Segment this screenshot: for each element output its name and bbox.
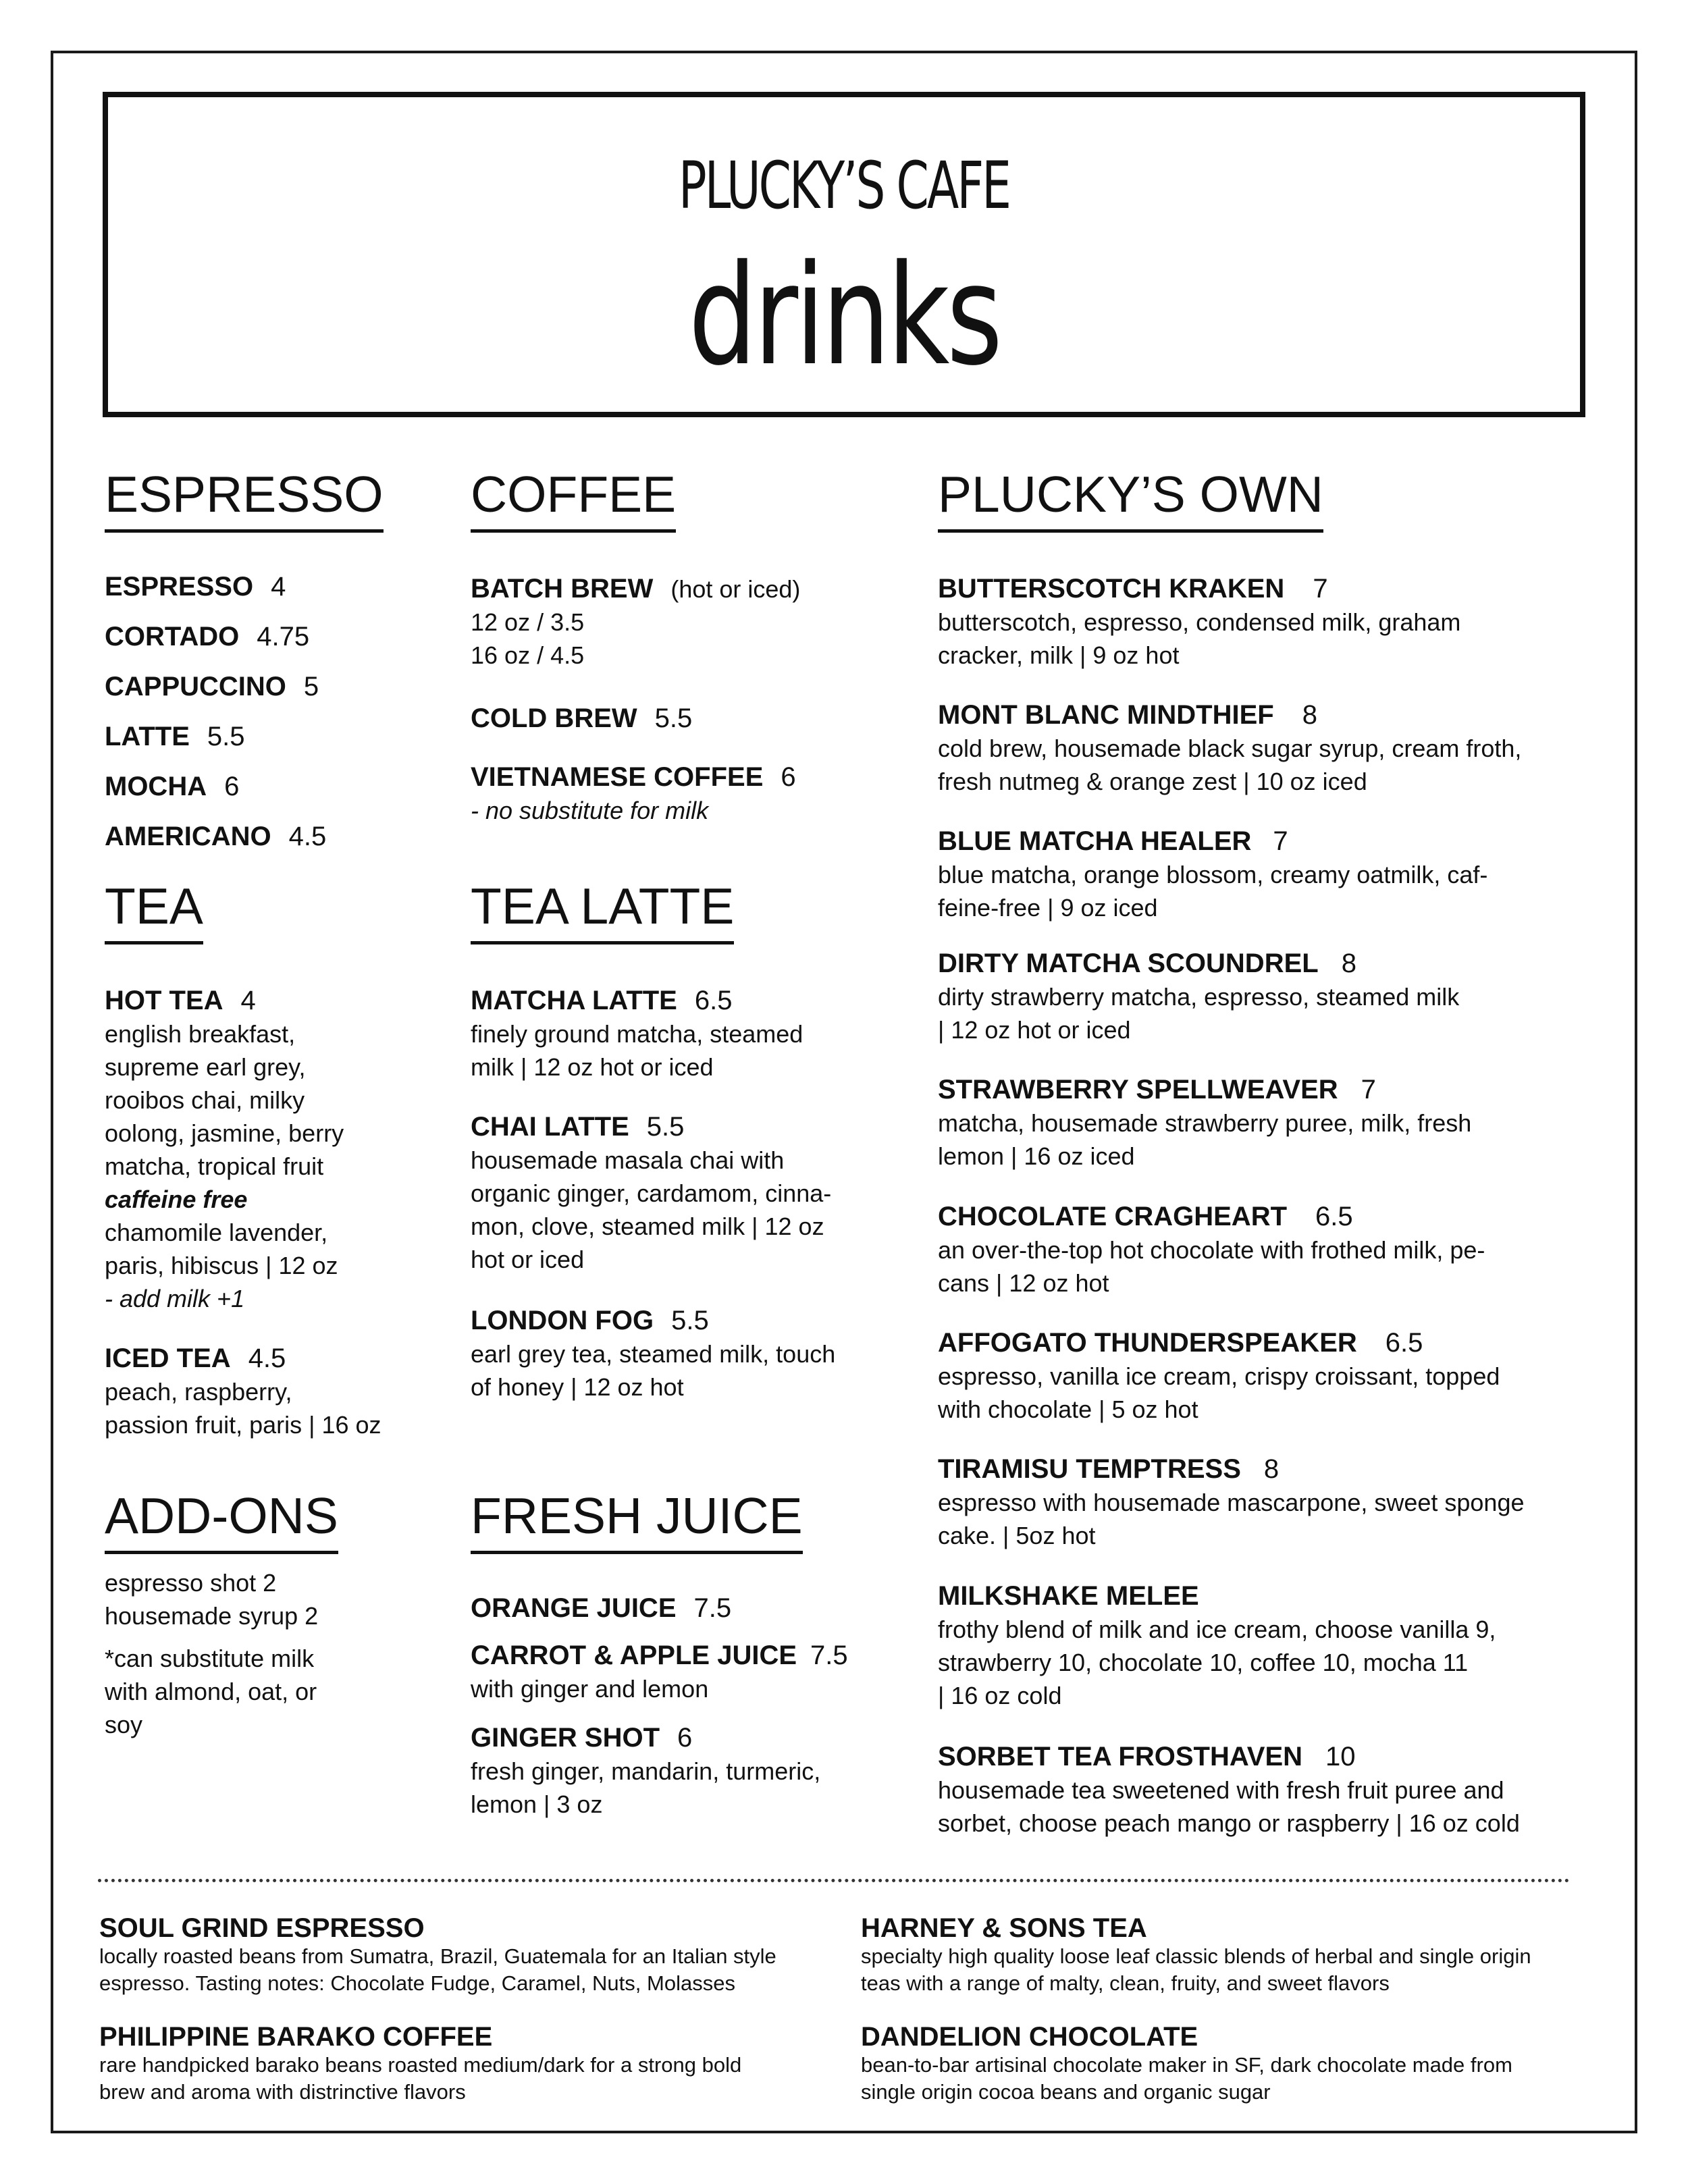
cold-brew xyxy=(471,702,876,735)
brand-desc: locally roasted beans from Sumatra, Brazil, Guatemala for an Italian style xyxy=(99,1944,776,1968)
item-desc: supreme earl grey, xyxy=(105,1053,306,1081)
item-desc: cracker, milk | 9 oz hot xyxy=(938,641,1180,669)
item-desc: lemon | 16 oz iced xyxy=(938,1142,1135,1170)
item-note: - add milk +1 xyxy=(105,1285,245,1312)
item-price: 4.5 xyxy=(288,822,327,851)
item-price: 8 xyxy=(1302,700,1317,730)
brand-desc: brew and aroma with distrinctive flavors xyxy=(99,2080,466,2104)
item-price: 7 xyxy=(1313,574,1328,604)
item-desc: feine-free | 9 oz iced xyxy=(938,894,1158,922)
addons-list xyxy=(105,1566,415,1741)
london-fog xyxy=(471,1304,876,1404)
item-desc: milk | 12 oz hot or iced xyxy=(471,1053,714,1081)
brand-name: HARNEY & SONS TEA xyxy=(861,1913,1147,1943)
item-desc: matcha, tropical fruit xyxy=(105,1152,324,1180)
menu-item xyxy=(938,699,1586,732)
item-desc: matcha, housemade strawberry puree, milk, fresh xyxy=(938,1109,1472,1137)
item-desc: with chocolate | 5 oz hot xyxy=(938,1395,1198,1423)
item-desc: frothy blend of milk and ice cream, choose vanilla 9, xyxy=(938,1616,1496,1643)
item-name: DIRTY MATCHA SCOUNDREL xyxy=(938,949,1319,978)
item-desc: cake. | 5oz hot xyxy=(938,1522,1096,1549)
orange-juice xyxy=(471,1592,876,1625)
brand-name: PHILIPPINE BARAKO COFFEE xyxy=(99,2022,493,2052)
item-desc: blue matcha, orange blossom, creamy oatmilk, caf- xyxy=(938,861,1488,888)
menu-item xyxy=(471,702,876,735)
item-desc: paris, hibiscus | 12 oz xyxy=(105,1252,338,1279)
brand-barako xyxy=(99,2022,741,2106)
item-desc: fresh nutmeg & orange zest | 10 oz iced xyxy=(938,768,1367,795)
item-desc: an over-the-top hot chocolate with frothed milk, pe- xyxy=(938,1236,1485,1264)
item-price: 6.5 xyxy=(1385,1328,1423,1358)
addon-item: espresso shot 2 xyxy=(105,1569,277,1597)
item-price: 7 xyxy=(1273,826,1288,856)
item-price: 7.5 xyxy=(693,1593,732,1623)
menu-item xyxy=(105,984,415,1017)
menu-item xyxy=(471,572,876,606)
brand-name: DANDELION CHOCOLATE xyxy=(861,2022,1198,2052)
signature-item xyxy=(938,1073,1586,1173)
item-desc: mon, clove, steamed milk | 12 oz xyxy=(471,1213,824,1240)
signature-item xyxy=(938,825,1586,924)
brand-desc: single origin cocoa beans and organic sugar xyxy=(861,2080,1271,2104)
item-desc: english breakfast, xyxy=(105,1020,296,1048)
carrot-apple-juice xyxy=(471,1639,876,1705)
item-name: HOT TEA xyxy=(105,986,223,1015)
item-price: 7.5 xyxy=(810,1641,848,1670)
item-name: MILKSHAKE MELEE xyxy=(938,1581,1199,1611)
item-name: CORTADO xyxy=(105,622,240,651)
menu-item xyxy=(938,1580,1586,1613)
item-note: - no substitute for milk xyxy=(471,797,709,824)
item-desc: hot or iced xyxy=(471,1246,585,1273)
ginger-shot xyxy=(471,1722,876,1821)
signature-item xyxy=(938,572,1586,672)
addon-note: *can substitute milk xyxy=(105,1645,315,1672)
brand-harney-sons xyxy=(861,1913,1531,1997)
item-desc: strawberry 10, chocolate 10, coffee 10, mocha 11 xyxy=(938,1649,1469,1676)
item-desc: | 12 oz hot or iced xyxy=(938,1016,1131,1044)
menu-item xyxy=(105,612,415,662)
brand-dandelion xyxy=(861,2022,1512,2106)
menu-item xyxy=(938,1740,1586,1774)
item-name: STRAWBERRY SPELLWEAVER xyxy=(938,1075,1338,1104)
section-title-tea: TEA xyxy=(105,881,203,944)
item-price: 5.5 xyxy=(207,722,245,751)
iced-tea xyxy=(105,1342,415,1441)
item-size: 12 oz / 3.5 xyxy=(471,608,585,636)
menu-item xyxy=(938,1327,1586,1360)
item-price: 5.5 xyxy=(671,1306,709,1335)
item-desc: earl grey tea, steamed milk, touch xyxy=(471,1340,836,1368)
signature-item xyxy=(938,1580,1586,1712)
item-desc: butterscotch, espresso, condensed milk, graham xyxy=(938,608,1461,636)
item-desc: fresh ginger, mandarin, turmeric, xyxy=(471,1757,821,1785)
item-desc: | 16 oz cold xyxy=(938,1682,1062,1709)
section-title-pluckys-own: PLUCKY’S OWN xyxy=(938,469,1323,533)
addon-note: soy xyxy=(105,1711,143,1738)
item-price: 4.75 xyxy=(257,622,310,651)
menu-item xyxy=(471,761,876,794)
item-desc: cold brew, housemade black sugar syrup, cream froth, xyxy=(938,735,1522,762)
item-qualifier: (hot or iced) xyxy=(670,575,801,603)
item-name: VIETNAMESE COFFEE xyxy=(471,762,764,792)
item-name: LATTE xyxy=(105,722,190,751)
item-price: 4 xyxy=(271,572,286,602)
item-desc: housemade tea sweetened with fresh fruit puree and xyxy=(938,1776,1504,1804)
caffeine-free-label: caffeine free xyxy=(105,1186,248,1213)
item-name: SORBET TEA FROSTHAVEN xyxy=(938,1742,1303,1772)
brand-desc: specialty high quality loose leaf classic blends of herbal and single origin xyxy=(861,1944,1531,1968)
signature-item xyxy=(938,1327,1586,1426)
item-name: CAPPUCCINO xyxy=(105,672,286,701)
brand-name: SOUL GRIND ESPRESSO xyxy=(99,1913,425,1943)
section-title-espresso: ESPRESSO xyxy=(105,469,384,533)
hot-tea xyxy=(105,984,415,1315)
vietnamese-coffee xyxy=(471,761,876,827)
item-price: 6 xyxy=(224,772,240,801)
item-desc: espresso with housemade mascarpone, sweet sponge xyxy=(938,1489,1525,1516)
item-name: LONDON FOG xyxy=(471,1306,654,1335)
menu-item xyxy=(105,762,415,811)
item-name: CARROT & APPLE JUICE xyxy=(471,1641,797,1670)
item-desc: oolong, jasmine, berry xyxy=(105,1119,344,1147)
item-desc: of honey | 12 oz hot xyxy=(471,1373,684,1401)
item-name: MATCHA LATTE xyxy=(471,986,677,1015)
matcha-latte xyxy=(471,984,876,1084)
signature-item xyxy=(938,1200,1586,1300)
item-price: 5.5 xyxy=(646,1112,685,1142)
item-desc: passion fruit, paris | 16 oz xyxy=(105,1411,381,1439)
item-name: CHOCOLATE CRAGHEART xyxy=(938,1202,1288,1231)
menu-item xyxy=(105,562,415,612)
menu-item xyxy=(938,1200,1586,1233)
espresso-list xyxy=(105,562,415,861)
item-price: 5.5 xyxy=(654,703,693,733)
menu-item xyxy=(938,825,1586,858)
dotted-divider xyxy=(98,1879,1570,1882)
cafe-name: PLUCKY’S CAFE xyxy=(678,148,1010,223)
item-desc: rooibos chai, milky xyxy=(105,1086,305,1114)
item-desc: dirty strawberry matcha, espresso, steamed milk xyxy=(938,983,1460,1011)
item-name: MONT BLANC MINDTHIEF xyxy=(938,700,1274,730)
menu-item xyxy=(938,572,1586,606)
brand-desc: bean-to-bar artisinal chocolate maker in SF, dark chocolate made from xyxy=(861,2053,1512,2077)
signature-item xyxy=(938,1740,1586,1840)
item-price: 10 xyxy=(1325,1742,1356,1772)
item-name: CHAI LATTE xyxy=(471,1112,629,1142)
item-name: ESPRESSO xyxy=(105,572,254,602)
menu-item xyxy=(105,662,415,712)
item-desc: peach, raspberry, xyxy=(105,1378,292,1406)
item-name: TIRAMISU TEMPTRESS xyxy=(938,1454,1241,1484)
menu-item xyxy=(938,947,1586,980)
brand-desc: rare handpicked barako beans roasted medium/dark for a strong bold xyxy=(99,2053,742,2077)
item-desc: lemon | 3 oz xyxy=(471,1790,603,1818)
item-price: 4.5 xyxy=(248,1343,286,1373)
section-title-coffee: COFFEE xyxy=(471,469,676,533)
item-desc: chamomile lavender, xyxy=(105,1219,328,1246)
menu-item xyxy=(471,1111,876,1144)
item-name: BUTTERSCOTCH KRAKEN xyxy=(938,574,1285,604)
section-title-addons: ADD-ONS xyxy=(105,1491,338,1554)
item-desc: with ginger and lemon xyxy=(471,1675,709,1703)
item-name: BLUE MATCHA HEALER xyxy=(938,826,1252,856)
menu-item xyxy=(105,712,415,762)
signature-item xyxy=(938,947,1586,1046)
item-price: 6 xyxy=(677,1723,693,1753)
brand-desc: espresso. Tasting notes: Chocolate Fudge, Caramel, Nuts, Molasses xyxy=(99,1971,735,1995)
chai-latte xyxy=(471,1111,876,1276)
item-name: AFFOGATO THUNDERSPEAKER xyxy=(938,1328,1357,1358)
item-name: ORANGE JUICE xyxy=(471,1593,677,1623)
addon-item: housemade syrup 2 xyxy=(105,1602,319,1630)
item-desc: housemade masala chai with xyxy=(471,1146,785,1174)
menu-item xyxy=(471,1304,876,1337)
menu-item xyxy=(471,984,876,1017)
addon-note: with almond, oat, or xyxy=(105,1678,317,1705)
batch-brew xyxy=(471,572,876,672)
item-name: ICED TEA xyxy=(105,1343,231,1373)
brand-soul-grind xyxy=(99,1913,776,1997)
section-title-fresh-juice: FRESH JUICE xyxy=(471,1491,803,1554)
item-price: 5 xyxy=(303,672,319,701)
menu-item xyxy=(938,1453,1586,1486)
item-price: 8 xyxy=(1341,949,1356,978)
signature-item xyxy=(938,699,1586,798)
signature-item xyxy=(938,1453,1586,1552)
item-price: 6 xyxy=(781,762,796,792)
menu-item xyxy=(471,1722,876,1755)
item-size: 16 oz / 4.5 xyxy=(471,641,585,669)
item-price: 7 xyxy=(1361,1075,1376,1104)
menu-title: drinks xyxy=(688,236,1000,396)
item-price: 6.5 xyxy=(1315,1202,1353,1231)
menu-item xyxy=(471,1639,876,1672)
menu-item xyxy=(105,1342,415,1375)
section-title-tea-latte: TEA LATTE xyxy=(471,881,734,944)
menu-item xyxy=(471,1592,876,1625)
item-desc: sorbet, choose peach mango or raspberry | 16 oz cold xyxy=(938,1809,1520,1837)
item-name: BATCH BREW xyxy=(471,574,654,604)
item-price: 6.5 xyxy=(694,986,733,1015)
item-desc: cans | 12 oz hot xyxy=(938,1269,1109,1297)
brand-desc: teas with a range of malty, clean, fruity, and sweet flavors xyxy=(861,1971,1390,1995)
item-name: AMERICANO xyxy=(105,822,271,851)
item-desc: finely ground matcha, steamed xyxy=(471,1020,803,1048)
item-desc: organic ginger, cardamom, cinna- xyxy=(471,1179,832,1207)
menu-item xyxy=(938,1073,1586,1107)
item-name: COLD BREW xyxy=(471,703,637,733)
item-name: MOCHA xyxy=(105,772,207,801)
menu-item xyxy=(105,811,415,861)
item-desc: espresso, vanilla ice cream, crispy croissant, topped xyxy=(938,1362,1500,1390)
item-price: 8 xyxy=(1263,1454,1280,1484)
item-name: GINGER SHOT xyxy=(471,1723,660,1753)
menu-header xyxy=(103,92,1585,417)
item-price: 4 xyxy=(240,986,256,1015)
